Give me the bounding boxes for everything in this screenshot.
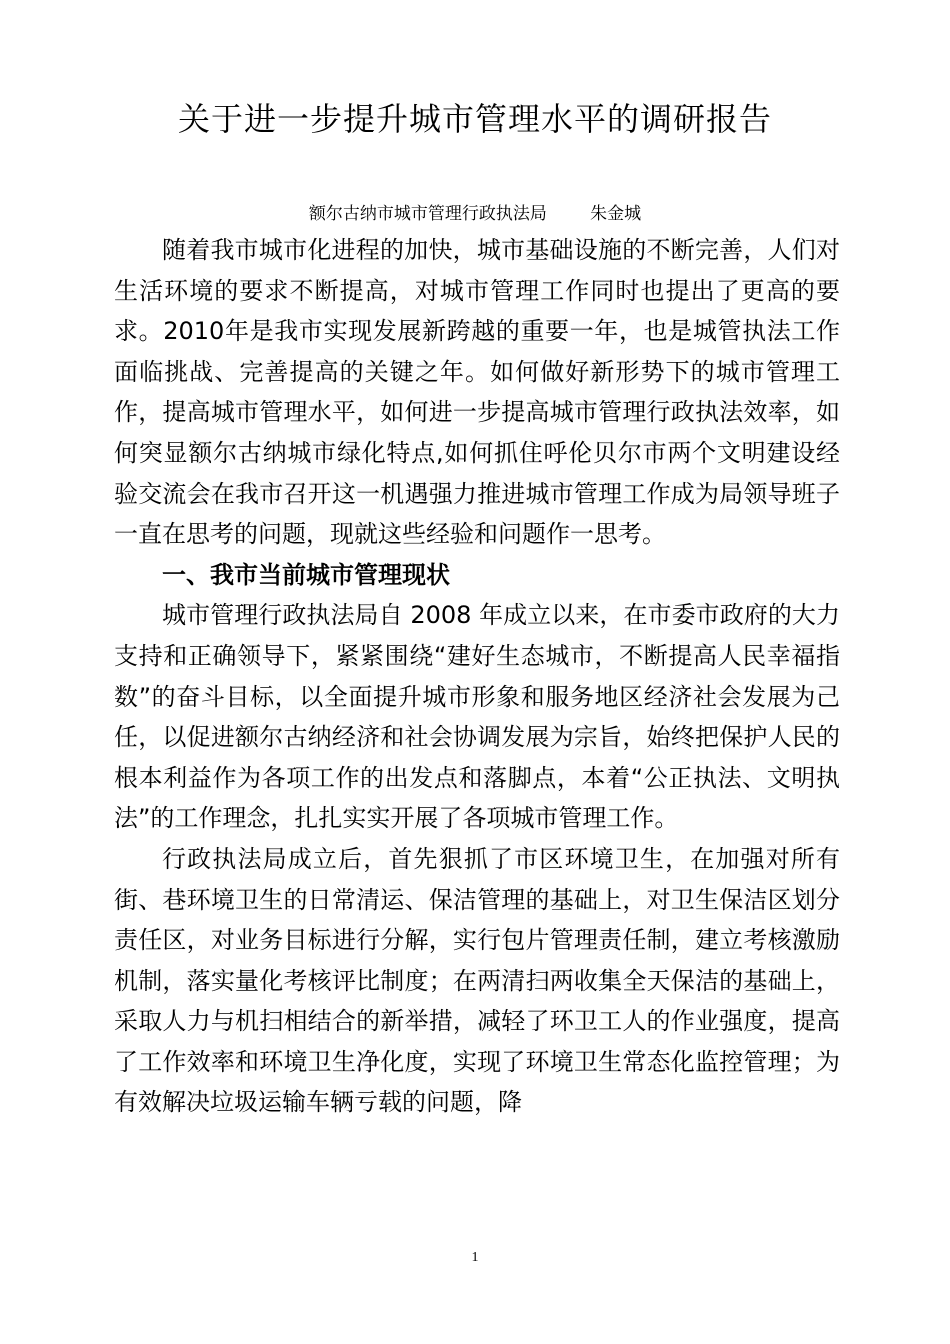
document-body <box>114 230 840 1123</box>
author-byline: 额尔古纳市城市管理行政执法局 朱金城 <box>308 204 642 224</box>
section-heading: 一、我市当前城市管理现状 <box>162 560 450 589</box>
body-paragraph: 城市管理行政执法局自 2008 年成立以来，在市委市政府的大力支持和正确领导下，紧紧围绕“建好生态城市，不断提高人民幸福指数”的奋斗目标，以全面提升城市形象和服务地区经济社会发展为己任，以促进额尔古纳经济和社会协调发展为宗旨，始终把保护人民的根本利益作为各项工作的出发点和落脚点，本着“公正执法、文明执法”的工作理念，扎扎实实开展了各项城市管理工作。 <box>114 601 840 833</box>
document-title: 关于进一步提升城市管理水平的调研报告 <box>177 100 772 138</box>
intro-paragraph: 随着我市城市化进程的加快，城市基础设施的不断完善，人们对生活环境的要求不断提高，对城市管理工作同时也提出了更高的要求。2010年是我市实现发展新跨越的重要一年，也是城管执法工作面临挑战、完善提高的关键之年。如何做好新形势下的城市管理工作，提高城市管理水平，如何进一步提高城市管理行政执法效率，如何突显额尔古纳城市绿化特点,如何抓住呼伦贝尔市两个文明建设经验交流会在我市召开这一机遇强力推进城市管理工作成为局领导班子一直在思考的问题，现就这些经验和问题作一思考。 <box>114 236 840 549</box>
body-paragraph: 行政执法局成立后，首先狠抓了市区环境卫生，在加强对所有街、巷环境卫生的日常清运、保洁管理的基础上，对卫生保洁区划分责任区，对业务目标进行分解，实行包片管理责任制，建立考核激励机制，落实量化考核评比制度；在两清扫两收集全天保洁的基础上，采取人力与机扫相结合的新举措，减轻了环卫工人的作业强度，提高了工作效率和环境卫生净化度，实现了环境卫生常态化监控管理；为有效解决垃圾运输车辆亏载的问题，降 <box>114 844 840 1117</box>
page-number: 1 <box>471 1250 479 1265</box>
